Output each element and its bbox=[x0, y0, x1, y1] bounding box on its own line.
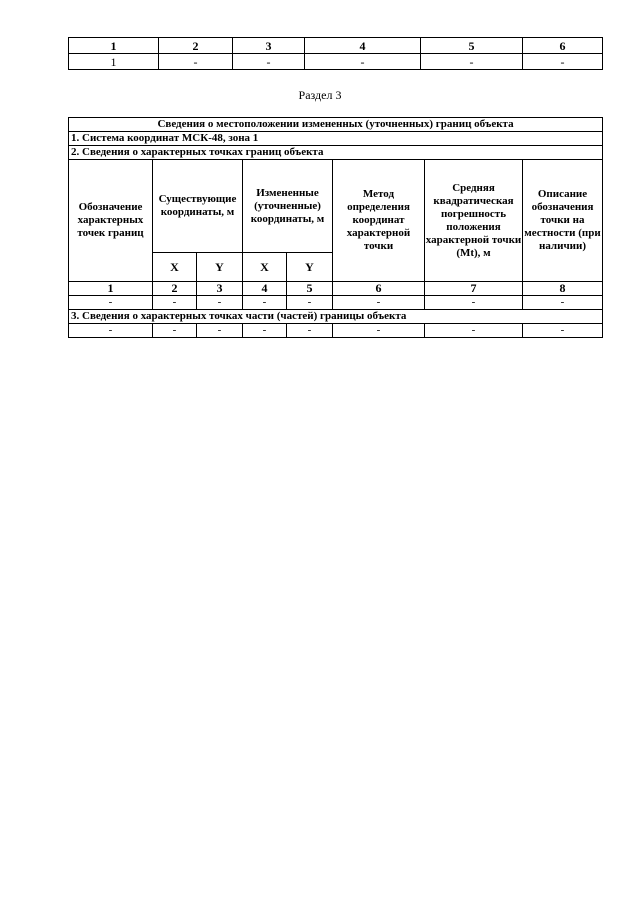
table-row bbox=[69, 324, 603, 338]
table-cell: - bbox=[305, 54, 421, 70]
header-cell: 3 bbox=[233, 38, 305, 54]
table-cell: - bbox=[333, 296, 425, 310]
section-title: Раздел 3 bbox=[298, 88, 342, 102]
header-cell: 6 bbox=[523, 38, 603, 54]
table-row bbox=[69, 54, 603, 70]
column-number-row bbox=[69, 282, 603, 296]
table-cell: - bbox=[523, 324, 603, 338]
column-number: 6 bbox=[333, 282, 425, 296]
coordinate-system-row bbox=[69, 132, 603, 146]
header-method: Метод определения координат характерной точки bbox=[333, 160, 425, 282]
top-table bbox=[68, 37, 603, 70]
header-cell: 2 bbox=[159, 38, 233, 54]
header-changed-coords: Измененные (уточненные) координаты, м bbox=[243, 160, 333, 253]
table-cell: - bbox=[421, 54, 523, 70]
table-cell: - bbox=[425, 324, 523, 338]
header-cell: 4 bbox=[305, 38, 421, 54]
coordinate-system-label: 1. Система координат МСК-48, зона 1 bbox=[69, 132, 603, 146]
column-header-row bbox=[69, 160, 603, 253]
table-cell: - bbox=[197, 324, 243, 338]
table-cell: - bbox=[69, 296, 153, 310]
points-heading-label: 2. Сведения о характерных точках границ объекта bbox=[69, 146, 603, 160]
part-points-heading-row bbox=[69, 310, 603, 324]
column-number: 3 bbox=[197, 282, 243, 296]
column-number: 5 bbox=[287, 282, 333, 296]
table-cell: - bbox=[233, 54, 305, 70]
header-cell: 5 bbox=[421, 38, 523, 54]
header-error: Средняя квадратическая погрешность положения характерной точки (Mt), м bbox=[425, 160, 523, 282]
table-cell: 1 bbox=[69, 54, 159, 70]
table-caption-row bbox=[69, 118, 603, 132]
column-number: 7 bbox=[425, 282, 523, 296]
table-header-row bbox=[69, 38, 603, 54]
table-cell: - bbox=[425, 296, 523, 310]
header-cell: 1 bbox=[69, 38, 159, 54]
points-heading-row bbox=[69, 146, 603, 160]
table-cell: - bbox=[523, 54, 603, 70]
table-cell: - bbox=[287, 324, 333, 338]
table-cell: - bbox=[243, 296, 287, 310]
part-points-heading-label: 3. Сведения о характерных точках части (частей) границы объекта bbox=[69, 310, 603, 324]
table-cell: - bbox=[197, 296, 243, 310]
table-cell: - bbox=[523, 296, 603, 310]
table-cell: - bbox=[153, 324, 197, 338]
subheader-y: Y bbox=[287, 253, 333, 282]
header-existing-coords: Существующие координаты, м bbox=[153, 160, 243, 253]
header-description: Описание обозначения точки на местности (при наличии) bbox=[523, 160, 603, 282]
subheader-y: Y bbox=[197, 253, 243, 282]
header-point-designation: Обозначение характерных точек границ bbox=[69, 160, 153, 282]
table-cell: - bbox=[287, 296, 333, 310]
table-cell: - bbox=[243, 324, 287, 338]
column-number: 8 bbox=[523, 282, 603, 296]
section3-table bbox=[68, 117, 603, 338]
table-caption: Сведения о местоположении измененных (уточненных) границ объекта bbox=[69, 118, 603, 132]
subheader-x: X bbox=[243, 253, 287, 282]
column-number: 1 bbox=[69, 282, 153, 296]
subheader-x: X bbox=[153, 253, 197, 282]
table-row bbox=[69, 296, 603, 310]
table-cell: - bbox=[153, 296, 197, 310]
column-number: 2 bbox=[153, 282, 197, 296]
column-number: 4 bbox=[243, 282, 287, 296]
table-cell: - bbox=[159, 54, 233, 70]
table-cell: - bbox=[69, 324, 153, 338]
table-cell: - bbox=[333, 324, 425, 338]
